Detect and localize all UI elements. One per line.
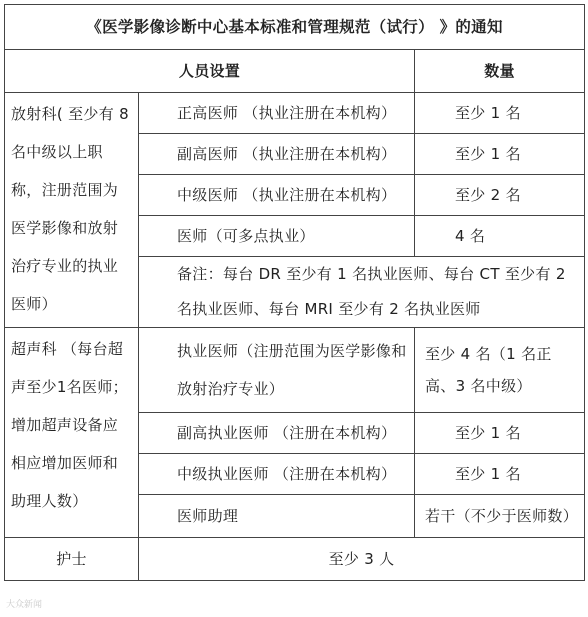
role-cell: 中级医师 （执业注册在本机构） (139, 175, 415, 216)
table-title: 《医学影像诊断中心基本标准和管理规范（试行） 》的通知 (5, 5, 585, 50)
header-quantity: 数量 (415, 50, 585, 93)
radiology-note: 备注：每台 DR 至少有 1 名执业医师、每台 CT 至少有 2 名执业医师、每台 MRI 至少有 2 名执业医师 (139, 257, 585, 328)
role-cell: 副高执业医师 （注册在本机构） (139, 413, 415, 454)
quantity-cell: 至少 1 名 (415, 134, 585, 175)
quantity-cell: 若干（不少于医师数） (415, 495, 585, 538)
quantity-cell: 至少 4 名（1 名正高、3 名中级） (415, 328, 585, 413)
quantity-cell: 至少 1 名 (415, 413, 585, 454)
role-cell: 副高医师 （执业注册在本机构） (139, 134, 415, 175)
quantity-cell: 至少 2 名 (415, 175, 585, 216)
nurse-quantity: 至少 3 人 (139, 538, 585, 581)
category-radiology: 放射科( 至少有 8 名中级以上职称，注册范围为医学影像和放射治疗专业的执业医师） (5, 93, 139, 328)
category-ultrasound: 超声科 （每台超声至少1名医师；增加超声设备应相应增加医师和助理人数） (5, 328, 139, 538)
role-cell: 医师助理 (139, 495, 415, 538)
staffing-table (4, 4, 585, 581)
quantity-cell: 至少 1 名 (415, 93, 585, 134)
nurse-label: 护士 (5, 538, 139, 581)
role-cell: 中级执业医师 （注册在本机构） (139, 454, 415, 495)
role-cell: 正高医师 （执业注册在本机构） (139, 93, 415, 134)
role-cell: 医师（可多点执业） (139, 216, 415, 257)
header-staffing: 人员设置 (5, 50, 415, 93)
watermark: 大众新闻 (6, 600, 43, 610)
quantity-cell: 4 名 (415, 216, 585, 257)
role-cell: 执业医师（注册范围为医学影像和放射治疗专业） (139, 328, 415, 413)
quantity-cell: 至少 1 名 (415, 454, 585, 495)
